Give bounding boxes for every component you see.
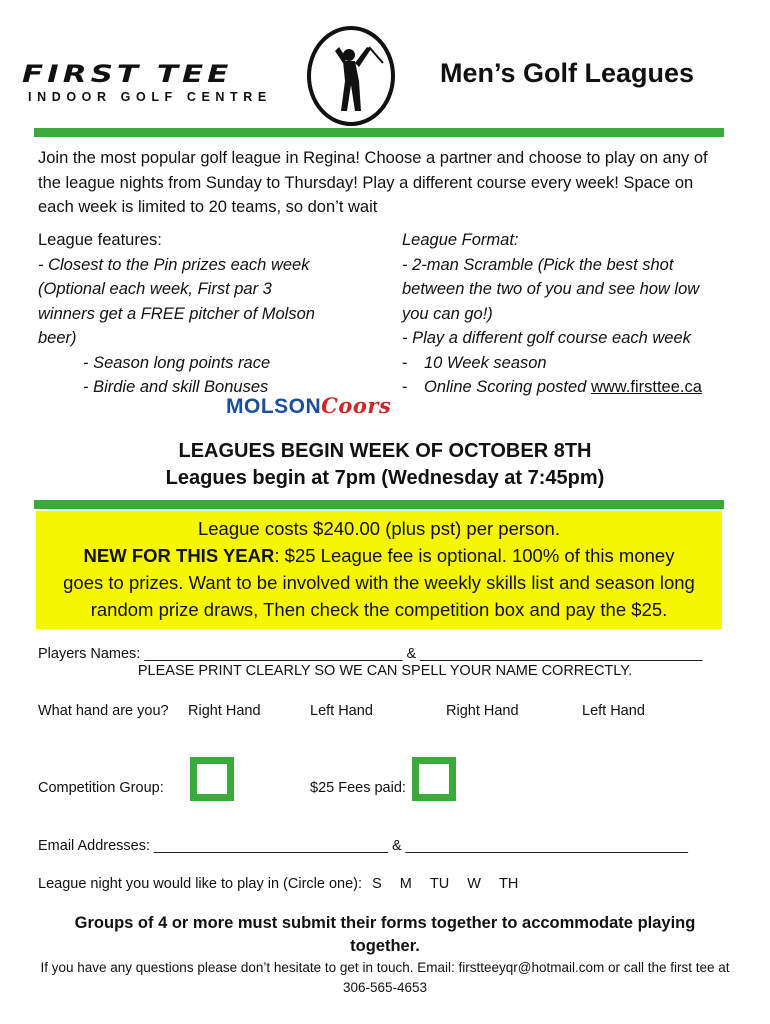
cost-line: : $25 League fee is optional. 100% of this money [274,545,675,566]
molson-coors-logo: MOLSONCoors [226,393,392,418]
feature-line: beer) [38,329,77,347]
intro-paragraph: Join the most popular golf league in Regina! Choose a partner and choose to play on any of the league nights from Sunday to Thursday! Play a different course every week! Space on each week is limited to 20 teams, so don’t wait [38,149,708,216]
print-note: PLEASE PRINT CLEARLY SO WE CAN SPELL YOUR NAME CORRECTLY. [137,663,633,679]
hand-question: What hand are you? [38,703,169,719]
format-line: - 2-man Scramble (Pick the best shot [402,255,674,274]
top-divider [34,128,724,137]
cost-line: goes to prizes. Want to be involved with the weekly skills list and season long [63,572,695,593]
format-line: - Play a different golf course each week [402,329,691,347]
golfer-logo-icon [305,25,397,127]
league-format: League Format: - 2-man Scramble (Pick the best shot between the two of you and see how low you can go!) - Play a different golf course each week - 10 Week season - Online Scoring posted www.firsttee.ca [402,231,702,396]
group-submission-note: Groups of 4 or more must submit their forms together to accommodate playing together. [74,914,696,955]
start-time-headline: Leagues begin at 7pm (Wednesday at 7:45pm) [165,467,605,489]
middle-divider [34,500,724,509]
format-line: you can go!) [402,304,493,323]
night-option-th[interactable]: TH [498,876,519,892]
fees-paid-checkbox[interactable] [412,757,456,801]
league-night-label: League night you would like to play in (Circle one): [38,876,363,892]
format-heading: League Format: [402,231,519,249]
night-option-m[interactable]: M [399,876,412,892]
competition-label: Competition Group: [38,780,164,796]
page-title: Men’s Golf Leagues [440,58,695,88]
website-link[interactable]: www.firsttee.ca [590,378,702,396]
feature-line: winners get a FREE pitcher of Molson [38,304,315,323]
competition-checkbox[interactable] [190,757,234,801]
format-bullet: 10 Week season [424,353,547,372]
contact-info: If you have any questions please don’t hesitate to get in touch. Email: firstteeyqr@hotmail.com or call the first tee at 306-565-4653 [40,960,730,995]
left-hand-option[interactable]: Left Hand [582,703,645,719]
logo-wordmark: FIRST TEE [22,60,233,89]
feature-line: (Optional each week, First par 3 [38,280,272,298]
format-bullet: Online Scoring posted [424,378,591,396]
league-night-row [38,876,518,892]
cost-line: League costs $240.00 (plus pst) per person. [197,518,560,539]
feature-line: - Closest to the Pin prizes each week [38,255,310,274]
cost-line: random prize draws, Then check the competition box and pay the $25. [90,599,668,620]
feature-line: - Season long points race [83,353,271,372]
fees-label: $25 Fees paid: [310,780,406,796]
format-line: between the two of you and see how low [402,280,700,298]
night-option-tu[interactable]: TU [429,876,450,892]
night-option-w[interactable]: W [467,876,481,892]
new-label: NEW FOR THIS YEAR [83,545,275,566]
email-addresses-field[interactable]: Email Addresses: _____________________________ & ___________________________________ [38,838,688,854]
night-option-s[interactable]: S [372,876,382,892]
right-hand-option[interactable]: Right Hand [188,703,261,719]
league-features [38,228,315,400]
cost-box [36,511,722,629]
players-names-field[interactable]: Players Names: ________________________________ & ___________________________________ [38,646,703,662]
left-hand-option[interactable]: Left Hand [310,703,373,719]
logo-subtitle: INDOOR GOLF CENTRE [28,90,272,104]
feature-line: - Birdie and skill Bonuses [83,378,269,396]
right-hand-option[interactable]: Right Hand [446,703,519,719]
features-heading: League features: [38,231,162,249]
leagues-begin-headline: LEAGUES BEGIN WEEK OF OCTOBER 8TH [178,440,592,462]
